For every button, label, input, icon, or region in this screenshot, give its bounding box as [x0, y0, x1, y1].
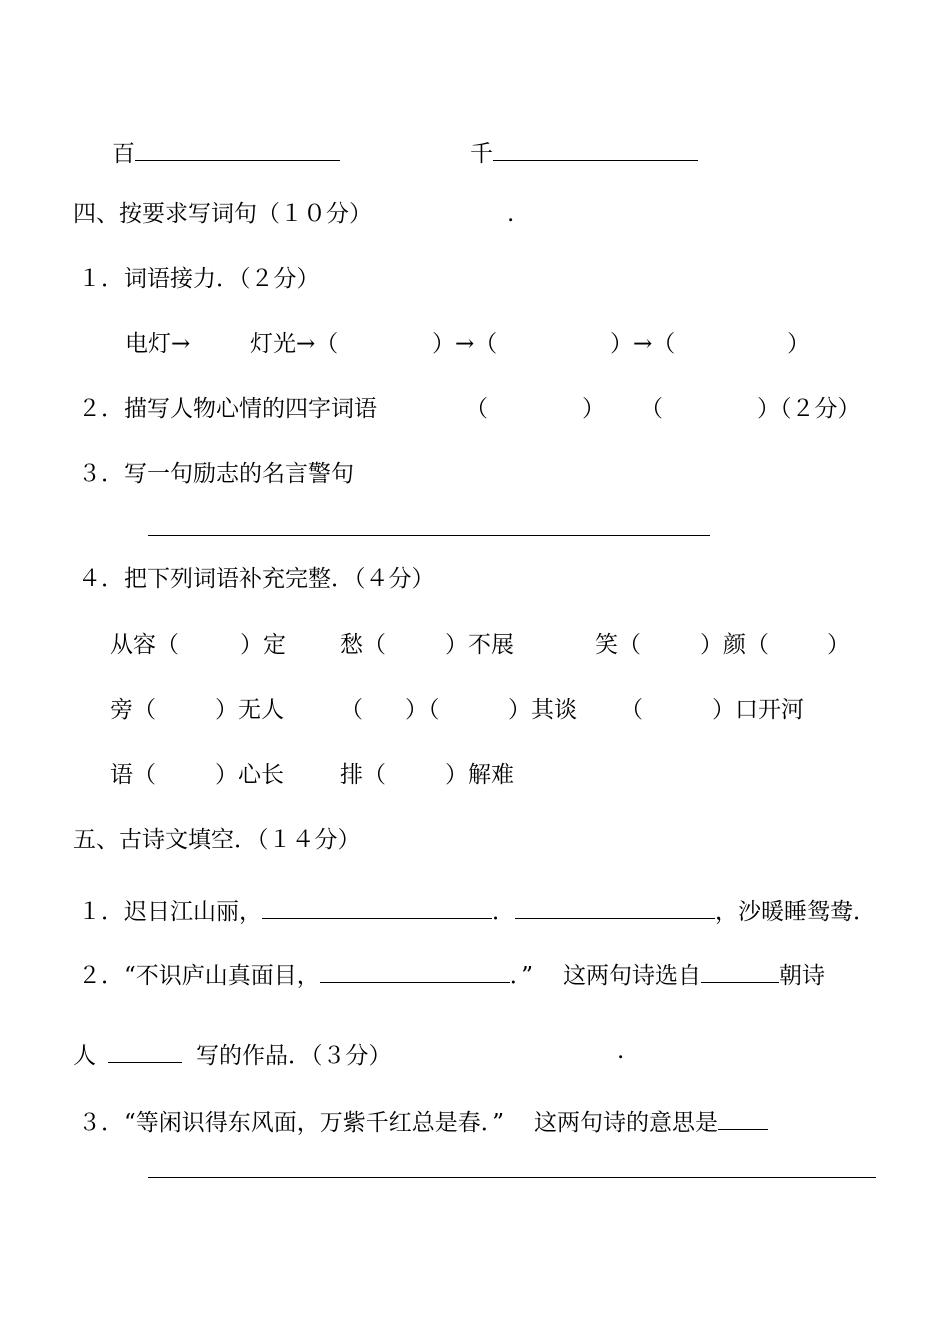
q5-1-mid: ．: [492, 899, 515, 925]
q4-1-word1: 电灯→: [125, 331, 191, 357]
char-qian: 千: [470, 141, 493, 167]
q4-2-label: ２．描写人物心情的四字词语: [78, 396, 377, 422]
char-bai: 百: [112, 141, 135, 167]
q5-1-blank-b[interactable]: [515, 892, 715, 919]
q4-4-r3-d: ）解难: [445, 762, 514, 788]
section4-heading: 四、按要求写词句（１０分）: [73, 201, 372, 227]
q5-1-label: １．迟日江山丽，: [78, 899, 262, 925]
q4-2-p1-close[interactable]: ）: [582, 396, 605, 422]
q5-2-label: ２．“不识庐山真面目，: [78, 963, 320, 989]
q5-2-line2-start: 人: [73, 1043, 96, 1069]
blank-bai[interactable]: [135, 134, 340, 161]
q4-2-p1-open[interactable]: （: [465, 396, 488, 422]
q4-1-label: １．词语接力．（２分）: [78, 266, 320, 292]
q5-3-label: ３．“等闲识得东风面，万紫千红总是春．”: [78, 1110, 505, 1136]
q4-4-r1-e: 笑（: [595, 632, 641, 658]
q4-4-r1-g: ）: [827, 632, 850, 658]
section5-heading: 五、古诗文填空．（１４分）: [73, 827, 361, 853]
q5-1-blank-a[interactable]: [262, 892, 492, 919]
q5-2-blank-dynasty[interactable]: [701, 956, 779, 983]
q4-4-r3-c: 排（: [340, 762, 386, 788]
q5-3-answer-line[interactable]: [148, 1177, 876, 1178]
q5-2-line2: [73, 1036, 392, 1071]
q5-3-meaning: 这两句诗的意思是: [534, 1110, 719, 1136]
q4-4-r3-b: ）心长: [215, 762, 284, 788]
top-row: [112, 134, 340, 169]
q4-3-label: ３．写一句励志的名言警句: [78, 461, 354, 487]
q4-2-p2-open[interactable]: （: [640, 396, 663, 422]
q4-4-r1-d: ）不展: [445, 632, 514, 658]
q4-1-slot3[interactable]: ）: [787, 331, 810, 357]
q4-4-r1-a: 从容（: [110, 632, 179, 658]
q4-1-slot2[interactable]: ）→（: [610, 331, 676, 357]
q5-2-from: 这两句诗选自: [563, 963, 702, 989]
q5-3-blank-start[interactable]: [718, 1103, 768, 1130]
q4-4-r2-b: ）无人: [215, 697, 284, 723]
q5-2-dynasty-suffix: 朝诗: [779, 963, 826, 989]
q5-2-quote-end: ．”: [509, 963, 534, 989]
q5-3-line: [78, 1103, 768, 1138]
q5-1-end: ，沙暖睡鸳鸯．: [715, 899, 876, 925]
q4-4-r1-c: 愁（: [340, 632, 386, 658]
q4-2-p2-close: ）（２分）: [757, 396, 861, 422]
q4-4-r1-b: ）定: [240, 632, 286, 658]
q5-2-blank-verse[interactable]: [320, 956, 510, 983]
q5-2-dot: .: [617, 1038, 625, 1064]
q4-4-r1-f: ）颜（: [700, 632, 769, 658]
q4-4-r2-a: 旁（: [110, 697, 156, 723]
q4-1-word2: 灯光→（: [250, 331, 339, 357]
q5-1-line: [78, 892, 876, 927]
q5-2-line2-end: 写的作品．（３分）: [196, 1043, 392, 1069]
q4-4-r2-e: ）其谈: [508, 697, 577, 723]
top-row-right: [470, 134, 698, 169]
q5-2-line: [78, 956, 825, 991]
q4-4-r2-c: （: [340, 697, 363, 723]
q4-1-slot1[interactable]: ）→（: [432, 331, 498, 357]
q4-4-r3-a: 语（: [110, 762, 156, 788]
blank-qian[interactable]: [493, 134, 698, 161]
q4-4-r2-g: ）口开河: [712, 697, 804, 723]
q4-4-r2-f: （: [620, 697, 643, 723]
q5-2-blank-poet[interactable]: [108, 1036, 182, 1063]
q4-3-answer-line[interactable]: [148, 535, 710, 536]
q4-4-label: ４．把下列词语补充完整．（４分）: [78, 566, 435, 592]
q4-4-r2-d: ）（: [405, 697, 440, 723]
section4-dot: .: [507, 201, 515, 227]
